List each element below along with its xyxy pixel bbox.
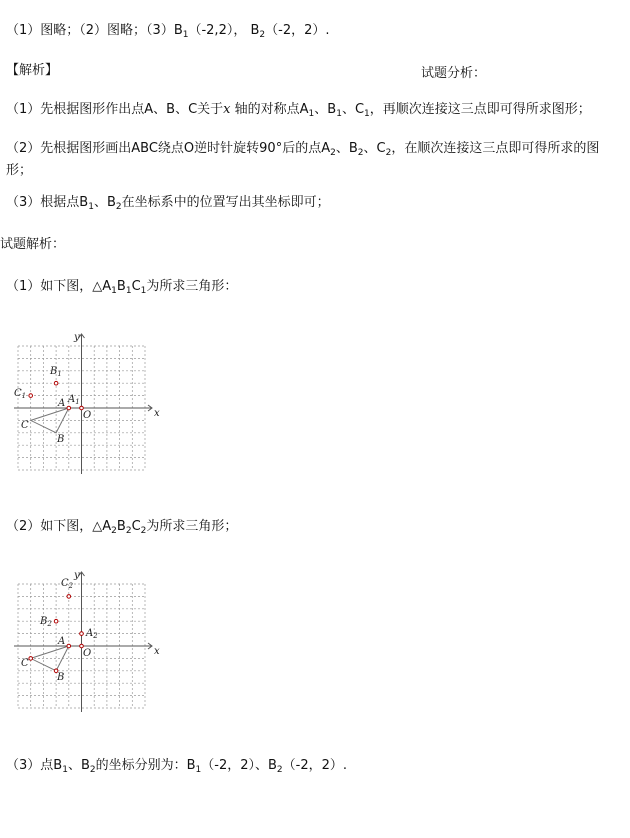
point-b2-label: $B_2$ (40, 616, 52, 628)
point-a1-label: $A_1$ (68, 394, 80, 406)
point-c1-label: $C_1$ (14, 388, 27, 400)
point-c-label: C (21, 658, 29, 669)
analysis-step-1: （1）先根据图形作出点A、B、C关于x 轴的对称点$A_1$、$B_1$、$C_1$，再顺次连接这三点即可得所求图形； (6, 102, 591, 119)
point-c-label: C (21, 420, 29, 431)
x-axis-label: x (154, 408, 160, 419)
figure-2-coordinate-grid (10, 568, 160, 713)
solution-heading: 试题解析： (0, 237, 66, 252)
point-a2-label: $A_2$ (86, 628, 98, 640)
point-a-label: A (58, 636, 66, 647)
point-b-label: B (57, 672, 65, 683)
analysis-heading: 【解析】 (6, 63, 59, 78)
answer-line: （1）图略；（2）图略；$(3)B_1(-2,2)$， $B_2(-2$，2）. (6, 23, 330, 40)
point-a-label: A (58, 398, 66, 409)
point-c2-label: $C_2$ (61, 578, 74, 590)
point-b1-label: $B_1$ (50, 366, 62, 378)
y-axis-label: y (74, 570, 80, 581)
origin-label: O (83, 648, 92, 659)
point-b-label: B (57, 434, 65, 445)
solution-part-3: （3）点$B_1$、$B_2$的坐标分别为：$B_1(-2$，2）、$B_2(-2$，2）. (6, 758, 348, 775)
axes (14, 572, 152, 712)
axes (14, 334, 152, 474)
analysis-step-3: （3）根据点$B_1$、$B_2$在坐标系中的位置写出其坐标即可； (6, 195, 330, 212)
analysis-step-2: （2）先根据图形画出ABC绕点O逆时针旋转90°后的点$A_2$、$B_2$、$C_2$，在顺次连接这三点即可得所求的图形； (6, 141, 600, 178)
analysis-subheading: 试题分析： (421, 66, 487, 81)
solution-part-2: （2）如下图，$\triangle A_2B_2C_2$为所求三角形； (6, 519, 238, 536)
origin-label: O (83, 410, 92, 421)
x-axis-label: x (154, 646, 160, 657)
solution-part-1: （1）如下图，$\triangle A_1B_1C_1$为所求三角形： (6, 279, 238, 296)
figure-1-coordinate-grid (10, 330, 160, 475)
y-axis-label: y (74, 332, 80, 343)
